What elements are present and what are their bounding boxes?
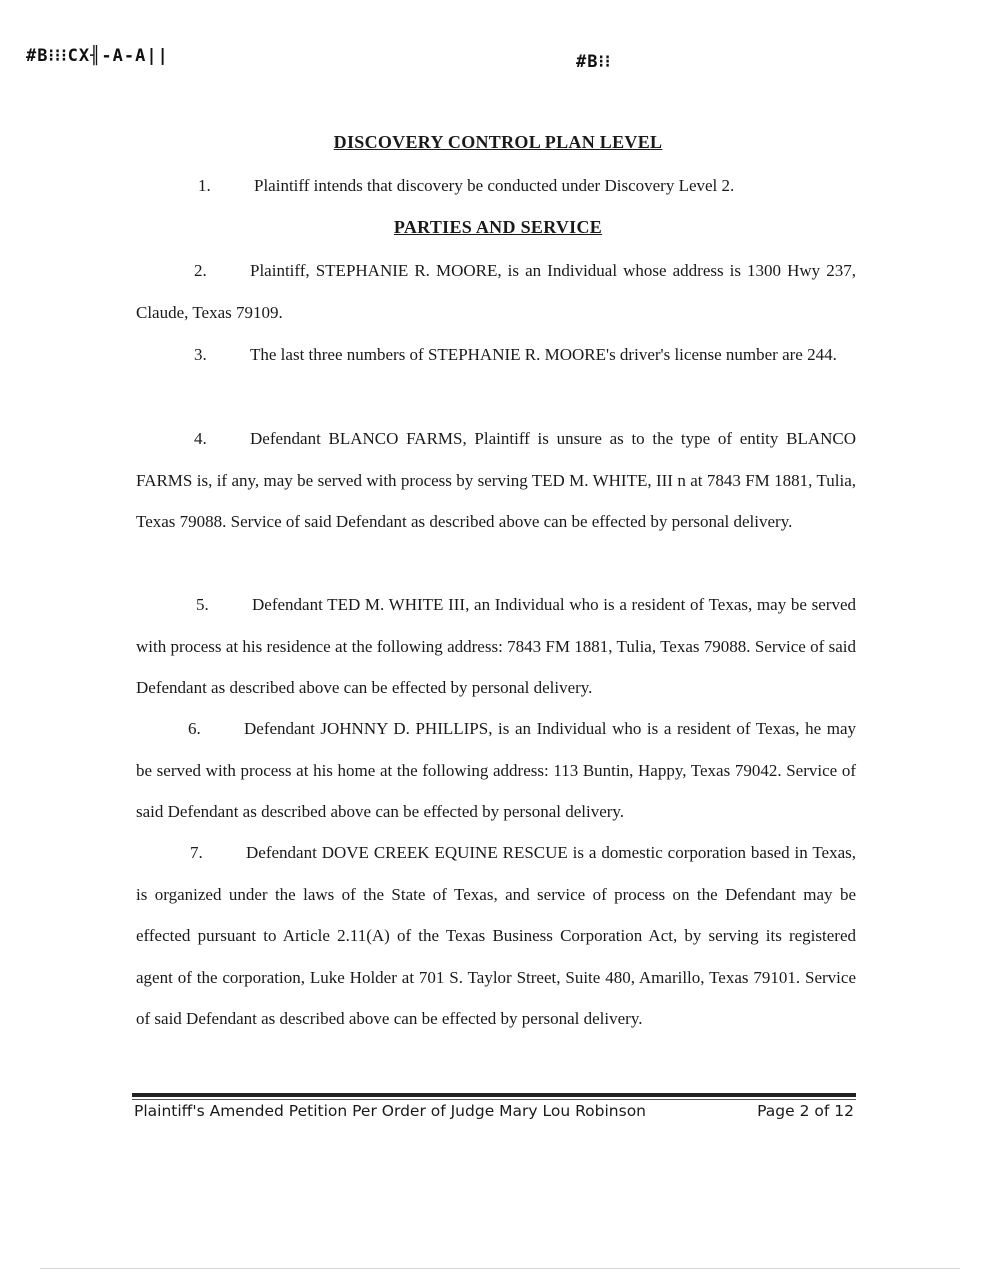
- paragraph-3: [136, 334, 856, 376]
- paragraph-text: Defendant JOHNNY D. PHILLIPS, is an Individual who is a resident of Texas, he may be served with process at his home at the following address: 113 Buntin, Happy, Texas 79042. Service of said Defendant as described above can be effected by personal delivery.: [136, 719, 856, 821]
- scan-artifact-line: [40, 1268, 960, 1269]
- paragraph-number: 4.: [194, 429, 207, 448]
- paragraph-number: 5.: [196, 595, 209, 614]
- paragraph-text: Plaintiff intends that discovery be conducted under Discovery Level 2.: [254, 176, 735, 195]
- paragraph-number: 2.: [194, 261, 207, 280]
- paragraph-4: [136, 418, 856, 543]
- parties-heading: PARTIES AND SERVICE: [393, 217, 603, 237]
- paragraph-text: The last three numbers of STEPHANIE R. MOORE's driver's license number are 244.: [250, 345, 837, 364]
- paragraph-number: 7.: [190, 843, 203, 862]
- paragraph-text: Plaintiff, STEPHANIE R. MOORE, is an Individual whose address is 1300 Hwy 237, Claude, Texas 79109.: [136, 261, 856, 322]
- paragraph-6: [136, 708, 856, 833]
- paragraph-1: [136, 165, 856, 207]
- footer-divider-thin: [132, 1099, 856, 1100]
- paragraph-number: 6.: [188, 719, 201, 738]
- paragraph-2: [136, 250, 856, 333]
- paragraph-text: Defendant TED M. WHITE III, an Individual who is a resident of Texas, may be served with process at his residence at the following address: 7843 FM 1881, Tulia, Texas 79088. Service of said Defendant as described above can be effected by personal delivery.: [136, 595, 856, 697]
- case-stamp-left: #B⁝⁝⁝CX╢-A-A||: [26, 46, 169, 66]
- footer-page-number: Page 2 of 12: [757, 1102, 854, 1120]
- paragraph-text: Defendant DOVE CREEK EQUINE RESCUE is a domestic corporation based in Texas, is organized under the laws of the State of Texas, and service of process on the Defendant may be effected pursuant to Article 2.11(A) of the Texas Business Corporation Act, by serving its registered agent of the corporation, Luke Holder at 701 S. Taylor Street, Suite 480, Amarillo, Texas 79101. Service of said Defendant as described above can be effected by personal delivery.: [136, 843, 856, 1028]
- paragraph-5: [136, 584, 856, 709]
- footer-document-title: Plaintiff's Amended Petition Per Order of Judge Mary Lou Robinson: [134, 1102, 646, 1120]
- paragraph-number: 1.: [198, 176, 211, 195]
- paragraph-number: 3.: [194, 345, 207, 364]
- case-stamp-right: #B⁝⁝: [576, 52, 612, 72]
- paragraph-7: [136, 832, 856, 1040]
- footer-divider: [132, 1093, 856, 1097]
- discovery-heading: DISCOVERY CONTROL PLAN LEVEL: [333, 132, 663, 152]
- paragraph-text: Defendant BLANCO FARMS, Plaintiff is unsure as to the type of entity BLANCO FARMS is, if any, may be served with process by serving TED M. WHITE, III n at 7843 FM 1881, Tulia, Texas 79088. Service of said Defendant as described above can be effected by personal delivery.: [136, 429, 856, 531]
